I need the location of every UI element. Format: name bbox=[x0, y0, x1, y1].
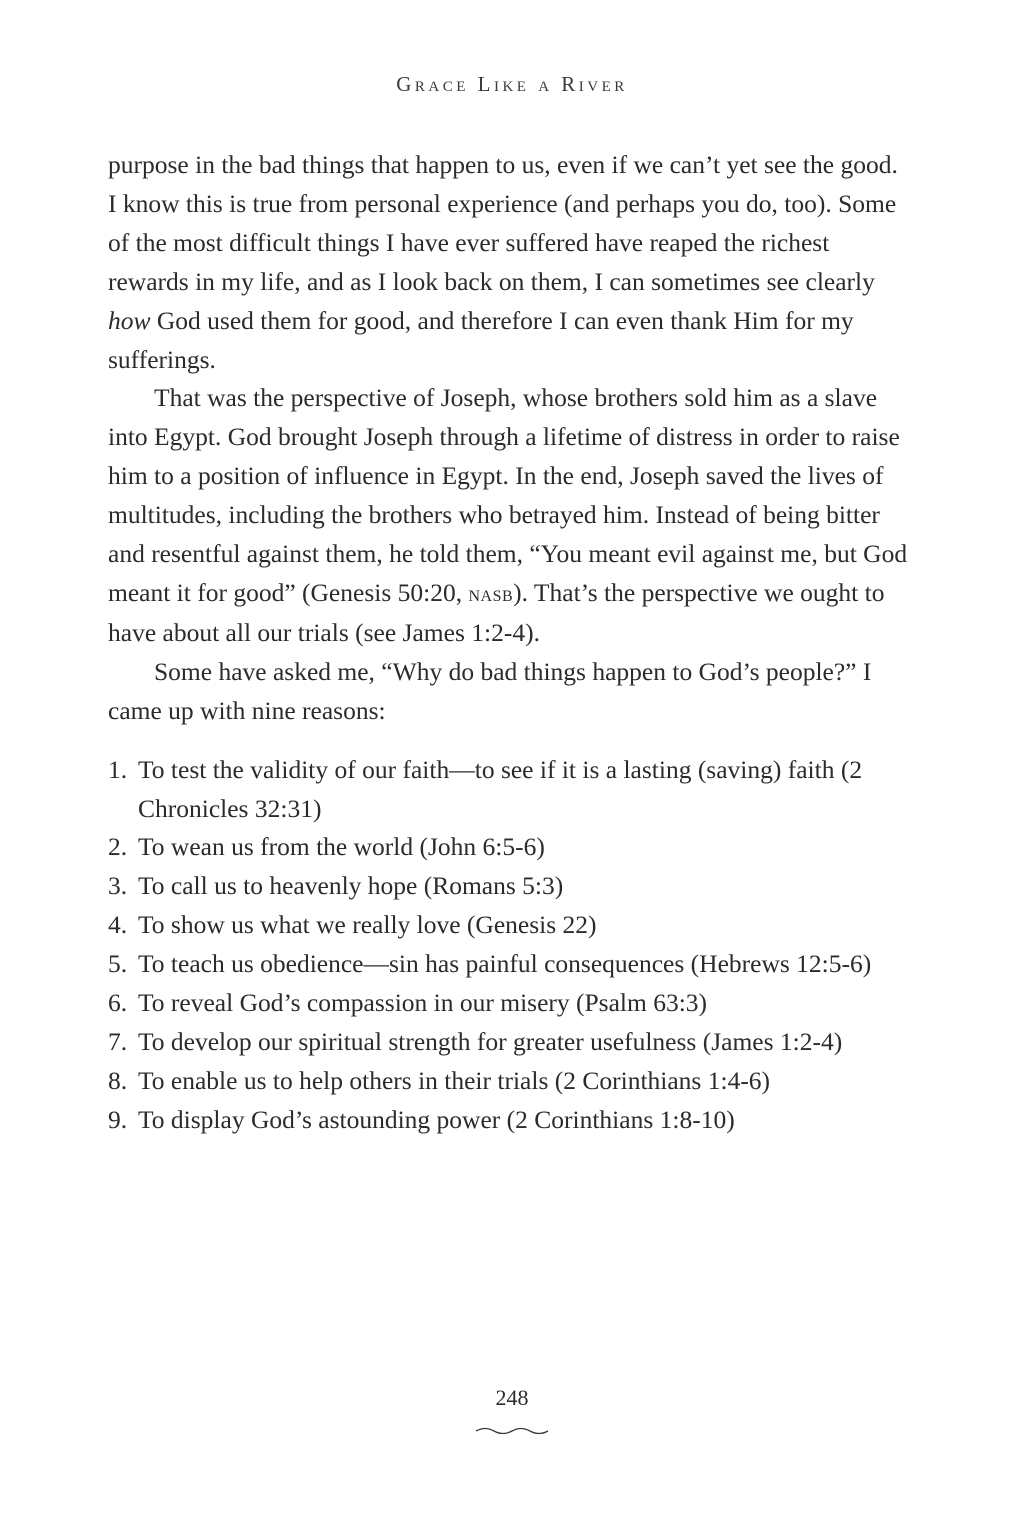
list-item-number: 1. bbox=[108, 754, 128, 784]
list-item-number: 2. bbox=[108, 832, 128, 862]
list-item bbox=[108, 751, 908, 829]
list-item-text: To reveal God’s compassion in our misery (Psalm 63:3) bbox=[138, 988, 708, 1018]
list-item bbox=[108, 1101, 908, 1140]
paragraph-2-text: That was the perspective of Joseph, whose brothers sold him as a slave into Egypt. God brought Joseph through a lifetime of distress in order to raise him to a position of influence in Egypt. In the end, Joseph saved the lives of multitudes, including the brothers who betrayed him. Instead of being bitter and resentful against them, he told them, “You meant evil against me, but God meant it for good” (Genesis 50:20, bbox=[108, 383, 908, 607]
paragraph-1-text: purpose in the bad things that happen to us, even if we can’t yet see the good. I know this is true from personal experience (and perhaps you do, too). Some of the most difficult things I have ever suffered have reaped the richest rewards in my life, and as I look back on them, I can sometimes see clearly bbox=[108, 150, 898, 296]
reasons-list bbox=[108, 751, 908, 1140]
list-item-number: 3. bbox=[108, 871, 128, 901]
running-head: Grace Like a River bbox=[396, 72, 628, 96]
paragraph-2 bbox=[108, 379, 908, 652]
list-item-text: To wean us from the world (John 6:5-6) bbox=[138, 832, 545, 862]
list-item bbox=[108, 1062, 908, 1101]
body-text bbox=[108, 146, 908, 1140]
list-item-text: To teach us obedience—sin has painful consequences (Hebrews 12:5-6) bbox=[138, 949, 872, 979]
list-item bbox=[108, 867, 908, 906]
list-item-text: To show us what we really love (Genesis 22) bbox=[138, 910, 597, 940]
translation-abbrev: nasb bbox=[468, 580, 514, 607]
list-item bbox=[108, 828, 908, 867]
paragraph-1 bbox=[108, 146, 908, 379]
list-item-number: 8. bbox=[108, 1065, 128, 1095]
list-item bbox=[108, 1023, 908, 1062]
list-item-text: To test the validity of our faith—to see if it is a lasting (saving) faith (2 Chronicles 32:31) bbox=[138, 754, 863, 823]
list-item-number: 6. bbox=[108, 988, 128, 1018]
list-item-text: To enable us to help others in their trials (2 Corinthians 1:4-6) bbox=[138, 1065, 771, 1095]
list-item-text: To display God’s astounding power (2 Corinthians 1:8-10) bbox=[138, 1104, 735, 1134]
list-item bbox=[108, 984, 908, 1023]
list-item-text: To call us to heavenly hope (Romans 5:3) bbox=[138, 871, 564, 901]
paragraph-1-emphasis: how bbox=[108, 305, 151, 335]
list-item-text: To develop our spiritual strength for greater usefulness (James 1:2-4) bbox=[138, 1026, 843, 1056]
list-item-number: 5. bbox=[108, 949, 128, 979]
paragraph-2-end: ). That’s the perspective we ought to have about all our trials (see James 1:2-4). bbox=[108, 577, 885, 647]
list-item-number: 9. bbox=[108, 1104, 128, 1134]
list-item bbox=[108, 945, 908, 984]
page-number: 248 bbox=[495, 1385, 529, 1410]
paragraph-1-end: God used them for good, and therefore I can even thank Him for my sufferings. bbox=[108, 305, 854, 374]
paragraph-3: Some have asked me, “Why do bad things happen to God’s people?” I came up with nine reasons: bbox=[108, 656, 872, 725]
list-item bbox=[108, 906, 908, 945]
list-item-number: 4. bbox=[108, 910, 128, 940]
list-item-number: 7. bbox=[108, 1026, 128, 1056]
wave-ornament-icon bbox=[472, 1424, 552, 1438]
